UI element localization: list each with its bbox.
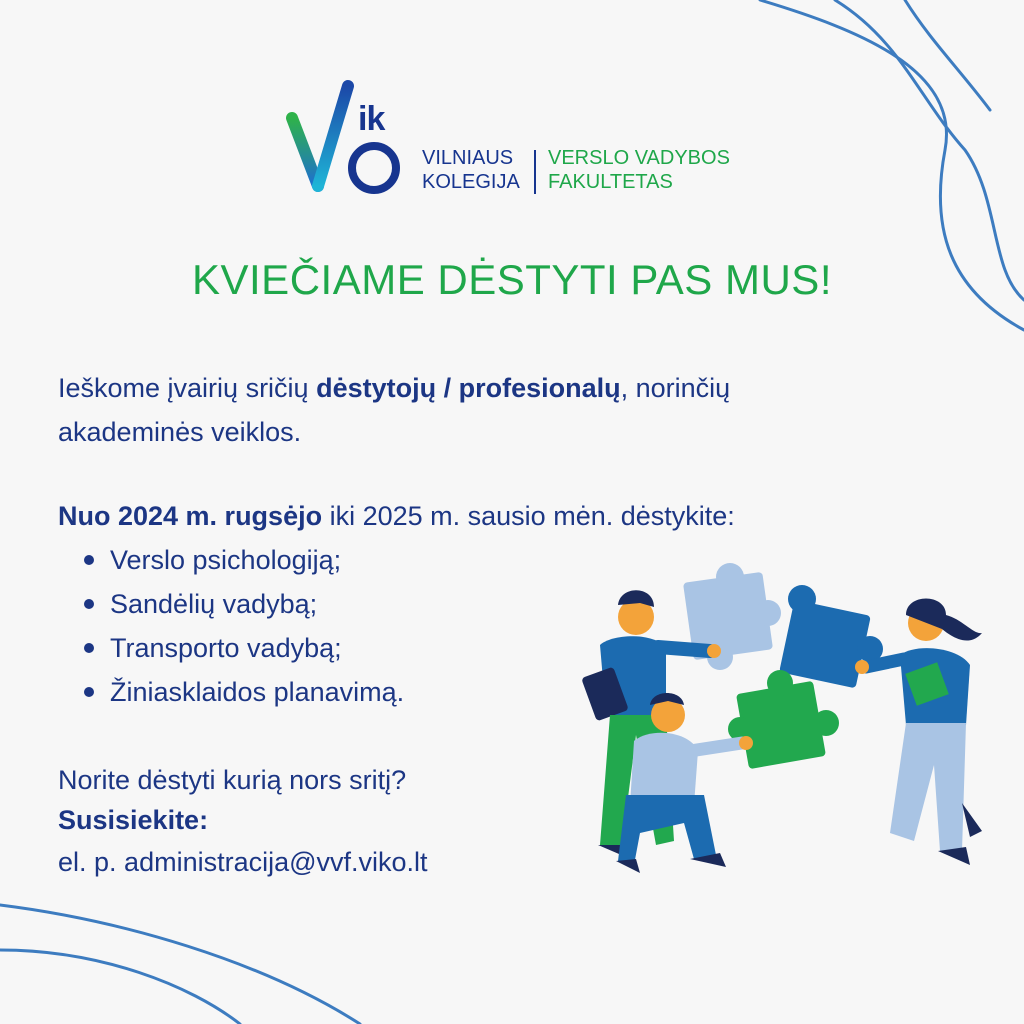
question-text: Norite dėstyti kurią nors sritį?	[58, 765, 407, 795]
list-item	[84, 670, 404, 714]
viko-logo	[282, 78, 762, 208]
list-item	[84, 626, 404, 670]
period-rest: iki 2025 m. sausio mėn. dėstykite:	[322, 501, 735, 531]
course-label: Sandėlių vadybą;	[110, 589, 318, 619]
bullet-icon	[84, 643, 94, 653]
intro-paragraph	[58, 366, 978, 454]
logo-faculty	[548, 146, 730, 194]
email-link[interactable]: administracija@vvf.viko.lt	[124, 847, 428, 877]
logo-letter-o	[348, 142, 400, 194]
bullet-icon	[84, 687, 94, 697]
course-label: Transporto vadybą;	[110, 633, 342, 663]
course-list	[84, 538, 404, 714]
course-label: Verslo psichologiją;	[110, 545, 342, 575]
intro-emphasis: dėstytojų / profesionalų	[316, 373, 621, 403]
intro-line-1	[58, 366, 978, 410]
headline: KVIEČIAME DĖSTYTI PAS MUS!	[191, 256, 832, 303]
logo-letters-ik: ik	[358, 100, 385, 138]
email-line	[58, 840, 428, 884]
email-prefix: el. p.	[58, 847, 125, 877]
puzzle-piece-green-icon	[728, 670, 839, 769]
people-assembling-puzzle-illustration	[570, 555, 1000, 890]
faculty-line-1: VERSLO VADYBOS	[548, 147, 730, 169]
faculty-line-2: FAKULTETAS	[548, 171, 673, 193]
intro-line-2: akademinės veiklos.	[58, 417, 302, 447]
course-label: Žiniasklaidos planavimą.	[110, 677, 405, 707]
logo-institution	[422, 146, 520, 194]
list-item	[84, 538, 404, 582]
intro-text-before: Ieškome įvairių sričių	[58, 373, 317, 403]
bullet-icon	[84, 599, 94, 609]
bullet-icon	[84, 555, 94, 565]
institution-line-1: VILNIAUS	[422, 147, 514, 169]
period-line	[58, 494, 735, 538]
intro-text-after: , norinčių	[620, 373, 731, 403]
list-item	[84, 582, 404, 626]
contact-heading: Susisiekite:	[58, 805, 209, 835]
logo-divider	[534, 150, 536, 194]
period-start: Nuo 2024 m. rugsėjo	[58, 501, 323, 531]
institution-line-2: KOLEGIJA	[422, 171, 520, 193]
